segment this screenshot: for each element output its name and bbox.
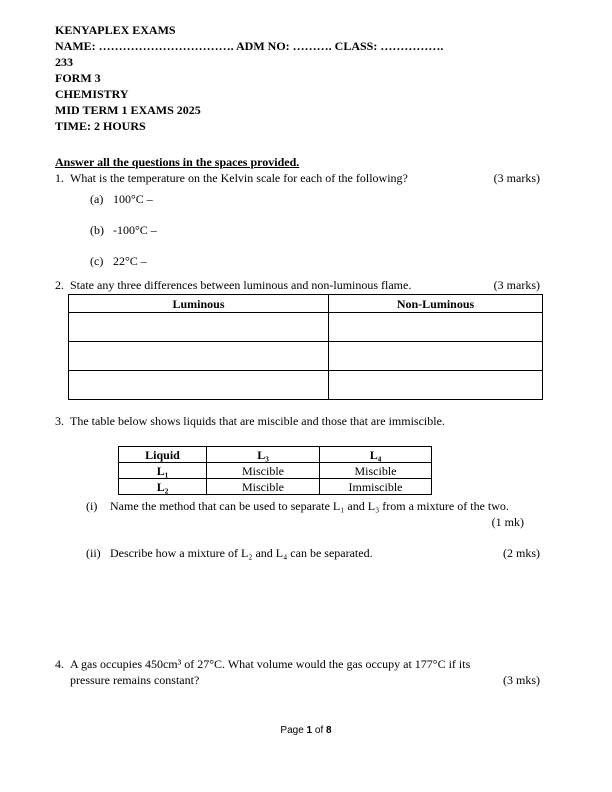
q2-number: 2. xyxy=(55,278,64,292)
answer-cell xyxy=(69,313,329,342)
footer-of: of xyxy=(314,725,324,736)
table-header-row xyxy=(119,447,432,463)
q4-marks: (3 mks) xyxy=(503,673,540,687)
footer-prefix: Page xyxy=(280,725,304,736)
q4-line2-row xyxy=(70,672,540,688)
q1-item-a xyxy=(90,191,540,207)
question-3 xyxy=(55,413,540,429)
answer-row xyxy=(69,313,543,342)
l3-header: L₃ xyxy=(207,447,320,463)
l1-cell: L₁ xyxy=(119,463,207,479)
q1-item-c-label: (c) xyxy=(90,254,104,268)
q2-marks: (3 marks) xyxy=(493,278,540,292)
q3-sub-i-text: Name the method that can be used to separate L₁ and L₃ from a mixture of the two. xyxy=(110,499,509,513)
q3-text: The table below shows liquids that are miscible and those that are immiscible. xyxy=(70,414,445,428)
miscibility-table xyxy=(118,446,432,495)
answer-row xyxy=(69,371,543,400)
exam-term: MID TERM 1 EXAMS 2025 xyxy=(55,103,201,117)
answer-cell xyxy=(69,342,329,371)
q1-marks: (3 marks) xyxy=(493,171,540,185)
footer-page-number: 1 xyxy=(306,725,313,736)
form-level: FORM 3 xyxy=(55,71,101,85)
miscibility-cell: Miscible xyxy=(207,463,320,479)
subject-name: CHEMISTRY xyxy=(55,87,129,101)
table-row xyxy=(119,463,432,479)
question-4 xyxy=(55,656,540,688)
l2-cell: L₂ xyxy=(119,479,207,495)
q1-item-a-value: 100°C – xyxy=(113,192,153,206)
question-2 xyxy=(55,277,540,293)
paper-code: 233 xyxy=(55,55,73,69)
q4-text-line2: pressure remains constant? xyxy=(70,673,200,687)
q4-body xyxy=(70,656,540,688)
answer-cell xyxy=(329,342,543,371)
q4-number: 4. xyxy=(55,657,64,671)
l4-header: L₄ xyxy=(320,447,432,463)
q1-text: What is the temperature on the Kelvin scale for each of the following? xyxy=(70,171,408,185)
answer-cell xyxy=(69,371,329,400)
luminous-comparison-table xyxy=(68,294,543,400)
name-adm-class-line: NAME: ……………………………. ADM NO: ………. CLASS: ……………. xyxy=(55,39,444,53)
q3-sub-i xyxy=(86,498,540,514)
liquid-header: Liquid xyxy=(119,447,207,463)
miscibility-cell: Immiscible xyxy=(320,479,432,495)
q3-sub-ii-label: (ii) xyxy=(86,546,101,560)
exam-title: KENYAPLEX EXAMS xyxy=(55,23,176,37)
time-allocation: TIME: 2 HOURS xyxy=(55,119,146,133)
miscibility-cell: Miscible xyxy=(207,479,320,495)
q1-item-c-value: 22°C – xyxy=(113,254,147,268)
answer-row xyxy=(69,342,543,371)
table-row xyxy=(119,479,432,495)
q1-items xyxy=(55,191,540,269)
q1-item-b-value: -100°C – xyxy=(113,223,157,237)
q1-number: 1. xyxy=(55,171,64,185)
q3-sub-ii-marks: (2 mks) xyxy=(503,546,540,560)
q3-sub-i-marks: (1 mk) xyxy=(491,515,524,529)
question-1 xyxy=(55,170,540,186)
header-block xyxy=(55,22,540,134)
q1-item-a-label: (a) xyxy=(90,192,104,206)
q3-sub-i-label: (i) xyxy=(86,499,98,513)
footer-total-pages: 8 xyxy=(326,725,332,736)
table-header-row xyxy=(69,295,543,313)
q2-text: State any three differences between luminous and non-luminous flame. xyxy=(70,278,412,292)
q3-number: 3. xyxy=(55,414,64,428)
page-footer xyxy=(0,724,612,737)
answer-cell xyxy=(329,371,543,400)
q3-sub-ii xyxy=(86,545,540,561)
answer-cell xyxy=(329,313,543,342)
luminous-header: Luminous xyxy=(69,295,329,313)
q4-text-line1: A gas occupies 450cm³ of 27°C. What volume would the gas occupy at 177°C if its xyxy=(70,657,471,671)
q1-item-b-label: (b) xyxy=(90,223,104,237)
q1-item-c xyxy=(90,253,540,269)
page-content xyxy=(55,22,540,688)
q1-item-b xyxy=(90,222,540,238)
q3-sub-ii-text: Describe how a mixture of L₂ and L₄ can be separated. xyxy=(110,546,373,560)
non-luminous-header: Non-Luminous xyxy=(329,295,543,313)
miscibility-cell: Miscible xyxy=(320,463,432,479)
instructions-line: Answer all the questions in the spaces provided. xyxy=(55,155,300,169)
